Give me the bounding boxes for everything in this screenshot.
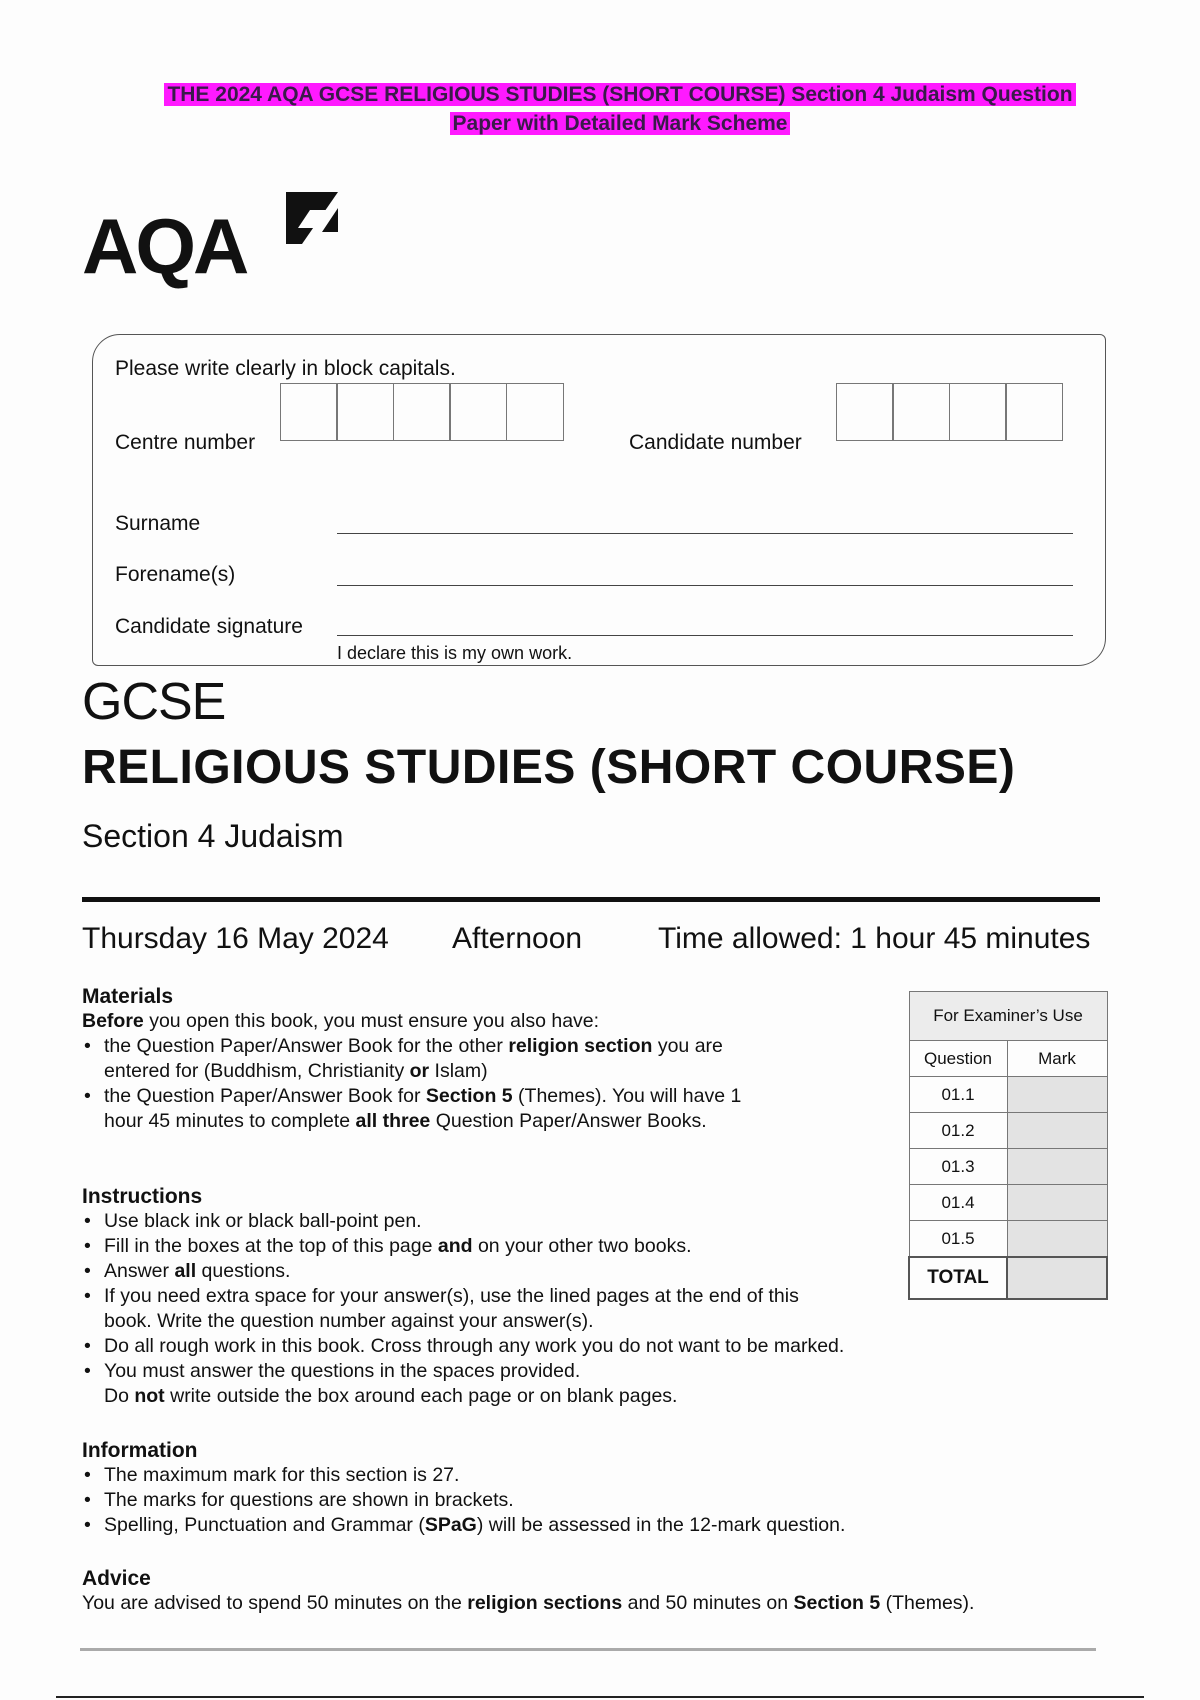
exam-session: Afternoon (452, 922, 583, 955)
signature-line[interactable] (337, 635, 1073, 636)
advice-section (82, 1566, 1102, 1616)
list-item: • Do all rough work in this book. Cross through any work you do not want to be marked. (82, 1334, 922, 1359)
centre-number-box[interactable] (506, 383, 564, 441)
forenames-label: Forename(s) (115, 563, 236, 586)
document-title-banner (90, 80, 1150, 138)
banner-line-1: THE 2024 AQA GCSE RELIGIOUS STUDIES (SHORT COURSE) Section 4 Judaism Question (164, 83, 1075, 106)
materials-section (82, 984, 762, 1134)
list-item: • Spelling, Punctuation and Grammar (SPaG) will be assessed in the 12-mark question. (82, 1513, 982, 1538)
list-item: • the Question Paper/Answer Book for Section 5 (Themes). You will have 1 hour 45 minutes to complete all three Question Paper/Answer Books. (82, 1084, 762, 1134)
declaration-text: I declare this is my own work. (337, 643, 573, 663)
title-divider (82, 897, 1100, 902)
aqa-logo-mark-icon (282, 188, 342, 248)
centre-number-box[interactable] (449, 383, 507, 441)
candidate-signature-label: Candidate signature (115, 615, 303, 638)
block-capitals-instruction: Please write clearly in block capitals. (115, 357, 456, 380)
list-item: • Answer all questions. (82, 1259, 922, 1284)
forenames-line[interactable] (337, 585, 1073, 586)
information-heading: Information (82, 1439, 198, 1462)
aqa-logo-text: AQA (82, 202, 247, 290)
section-title: Section 4 Judaism (82, 818, 344, 854)
mark-column-header: Mark (1007, 1041, 1107, 1077)
mark-cell[interactable] (1007, 1113, 1107, 1149)
aqa-logo (82, 188, 342, 288)
table-row (909, 1185, 1107, 1221)
list-item: • Use black ink or black ball-point pen. (82, 1209, 922, 1234)
mark-cell[interactable] (1007, 1185, 1107, 1221)
subject-title: RELIGIOUS STUDIES (SHORT COURSE) (82, 741, 1016, 794)
candidate-number-box[interactable] (949, 383, 1007, 441)
candidate-number-label: Candidate number (629, 431, 802, 454)
total-mark-cell[interactable] (1007, 1257, 1107, 1299)
question-number: 01.1 (909, 1077, 1007, 1113)
table-row (909, 1113, 1107, 1149)
examiner-use-table (908, 991, 1108, 1300)
centre-number-box[interactable] (280, 383, 338, 441)
total-label: TOTAL (909, 1257, 1007, 1299)
list-item: • Fill in the boxes at the top of this page and on your other two books. (82, 1234, 922, 1259)
centre-number-boxes (281, 383, 564, 441)
centre-number-box[interactable] (336, 383, 394, 441)
examiner-table-title: For Examiner’s Use (909, 992, 1107, 1041)
table-row (909, 1149, 1107, 1185)
mark-cell[interactable] (1007, 1077, 1107, 1113)
question-number: 01.4 (909, 1185, 1007, 1221)
mark-cell[interactable] (1007, 1221, 1107, 1258)
candidate-details-box (92, 334, 1106, 666)
materials-intro: Before you open this book, you must ensure you also have: (82, 1010, 600, 1032)
instructions-section (82, 1184, 922, 1409)
list-item: • the Question Paper/Answer Book for the other religion section you are entered for (Buddhism, Christianity or Islam) (82, 1034, 762, 1084)
instructions-heading: Instructions (82, 1185, 203, 1208)
list-item: • The marks for questions are shown in brackets. (82, 1488, 982, 1513)
question-column-header: Question (909, 1041, 1007, 1077)
table-row (909, 1077, 1107, 1113)
advice-text: You are advised to spend 50 minutes on the religion sections and 50 minutes on Section 5 (Themes). (82, 1592, 975, 1614)
banner-line-2: Paper with Detailed Mark Scheme (450, 112, 791, 135)
page-footer-line (56, 1696, 1144, 1698)
mark-cell[interactable] (1007, 1149, 1107, 1185)
table-row (909, 1221, 1107, 1258)
information-section (82, 1438, 982, 1538)
materials-heading: Materials (82, 985, 174, 1008)
question-number: 01.2 (909, 1113, 1007, 1149)
time-allowed: Time allowed: 1 hour 45 minutes (658, 922, 1091, 955)
qualification-title: GCSE (82, 673, 226, 731)
page-bottom-divider (80, 1648, 1096, 1651)
candidate-number-box[interactable] (836, 383, 894, 441)
question-number: 01.5 (909, 1221, 1007, 1258)
candidate-number-box[interactable] (1005, 383, 1063, 441)
exam-date: Thursday 16 May 2024 (82, 922, 389, 955)
surname-label: Surname (115, 512, 201, 535)
question-number: 01.3 (909, 1149, 1007, 1185)
surname-line[interactable] (337, 533, 1073, 534)
advice-heading: Advice (82, 1567, 151, 1590)
centre-number-box[interactable] (393, 383, 451, 441)
total-row (909, 1257, 1107, 1299)
candidate-number-box[interactable] (892, 383, 950, 441)
centre-number-label: Centre number (115, 431, 256, 454)
list-item: • You must answer the questions in the spaces provided. Do not write outside the box around each page or on blank pages. (82, 1359, 922, 1409)
candidate-number-boxes (837, 383, 1063, 441)
list-item: • The maximum mark for this section is 27. (82, 1463, 982, 1488)
list-item: • If you need extra space for your answer(s), use the lined pages at the end of this book. Write the question number against your answer(s). (82, 1284, 824, 1334)
